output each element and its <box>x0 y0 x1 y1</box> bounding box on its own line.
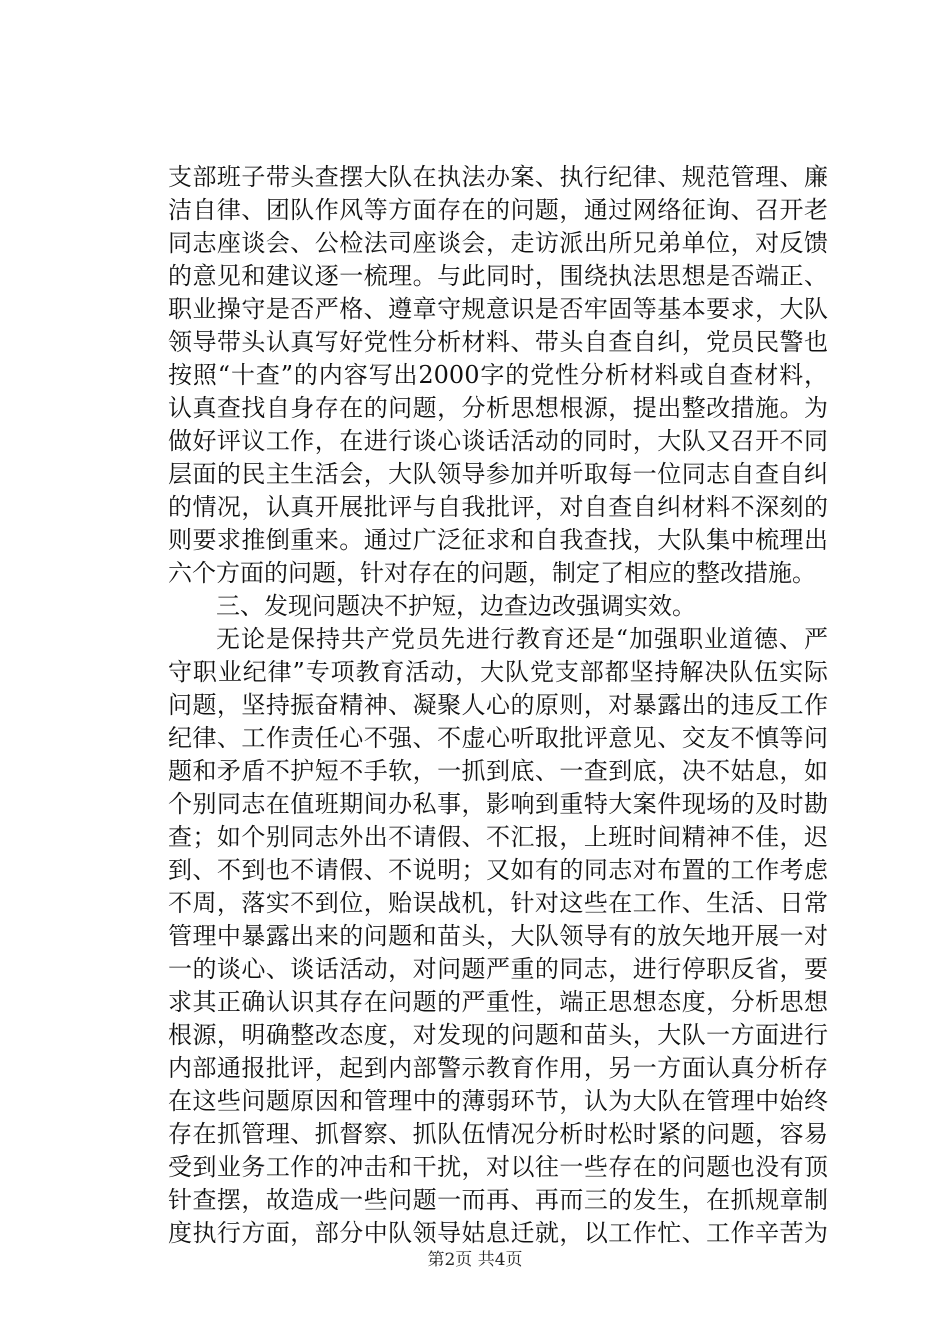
text-line: 度执行方面，部分中队领导姑息迁就，以工作忙、工作辛苦为 <box>168 1219 828 1247</box>
paragraph-1 <box>168 161 828 590</box>
section-heading <box>168 590 828 623</box>
text-line: 根源，明确整改态度，对发现的问题和苗头，大队一方面进行 <box>168 1021 828 1049</box>
text-line: 内部通报批评，起到内部警示教育作用，另一方面认真分析存 <box>168 1054 828 1082</box>
text-line: 职业操守是否严格、遵章守规意识是否牢固等基本要求，大队 <box>168 295 828 323</box>
text-line: 六个方面的问题，针对存在的问题，制定了相应的整改措施。 <box>168 559 816 587</box>
body-text <box>168 161 828 1250</box>
text-line: 针查摆，故造成一些问题一而再、再而三的发生，在抓规章制 <box>168 1186 828 1214</box>
text-line: 层面的民主生活会，大队领导参加并听取每一位同志自查自纠 <box>168 460 828 488</box>
text-line: 不周，落实不到位，贻误战机，针对这些在工作、生活、日常 <box>168 889 828 917</box>
page-number: 第2页 共4页 <box>427 1250 523 1270</box>
text-line: 守职业纪律”专项教育活动，大队党支部都坚持解决队伍实际 <box>168 658 828 686</box>
text-line: 到、不到也不请假、不说明；又如有的同志对布置的工作考虑 <box>168 856 828 884</box>
text-line: 在这些问题原因和管理中的薄弱环节，认为大队在管理中始终 <box>168 1087 828 1115</box>
text-line: 存在抓管理、抓督察、抓队伍情况分析时松时紧的问题，容易 <box>168 1120 828 1148</box>
text-line: 管理中暴露出来的问题和苗头，大队领导有的放矢地开展一对 <box>168 922 828 950</box>
text-line: 按照“十查”的内容写出2000字的党性分析材料或自查材料， <box>168 361 828 389</box>
text-line: 无论是保持共产党员先进行教育还是“加强职业道德、严 <box>216 625 828 653</box>
text-line: 求其正确认识其存在问题的严重性，端正思想态度，分析思想 <box>168 988 828 1016</box>
page-footer <box>0 1245 950 1270</box>
text-line: 个别同志在值班期间办私事，影响到重特大案件现场的及时勘 <box>168 790 828 818</box>
text-line: 同志座谈会、公检法司座谈会，走访派出所兄弟单位，对反馈 <box>168 229 828 257</box>
text-line: 做好评议工作，在进行谈心谈话活动的同时，大队又召开不同 <box>168 427 828 455</box>
text-line: 支部班子带头查摆大队在执法办案、执行纪律、规范管理、廉 <box>168 163 828 191</box>
text-line: 则要求推倒重来。通过广泛征求和自我查找，大队集中梳理出 <box>168 526 828 554</box>
text-line: 题和矛盾不护短不手软，一抓到底、一查到底，决不姑息，如 <box>168 757 828 785</box>
text-line: 受到业务工作的冲击和干扰，对以往一些存在的问题也没有顶 <box>168 1153 828 1181</box>
text-line: 问题，坚持振奋精神、凝聚人心的原则，对暴露出的违反工作 <box>168 691 828 719</box>
text-line: 认真查找自身存在的问题，分析思想根源，提出整改措施。为 <box>168 394 828 422</box>
text-line: 领导带头认真写好党性分析材料、带头自查自纠，党员民警也 <box>168 328 828 356</box>
paragraph-3 <box>168 623 828 1250</box>
text-line: 的意见和建议逐一梳理。与此同时，围绕执法思想是否端正、 <box>168 262 828 290</box>
text-line: 纪律、工作责任心不强、不虚心听取批评意见、交友不慎等问 <box>168 724 828 752</box>
text-line: 的情况，认真开展批评与自我批评，对自查自纠材料不深刻的 <box>168 493 828 521</box>
text-line: 洁自律、团队作风等方面存在的问题，通过网络征询、召开老 <box>168 196 828 224</box>
text-line: 一的谈心、谈话活动，对问题严重的同志，进行停职反省，要 <box>168 955 828 983</box>
text-line: 三、发现问题决不护短，边查边改强调实效。 <box>216 592 696 620</box>
text-line: 查；如个别同志外出不请假、不汇报，上班时间精神不佳，迟 <box>168 823 828 851</box>
